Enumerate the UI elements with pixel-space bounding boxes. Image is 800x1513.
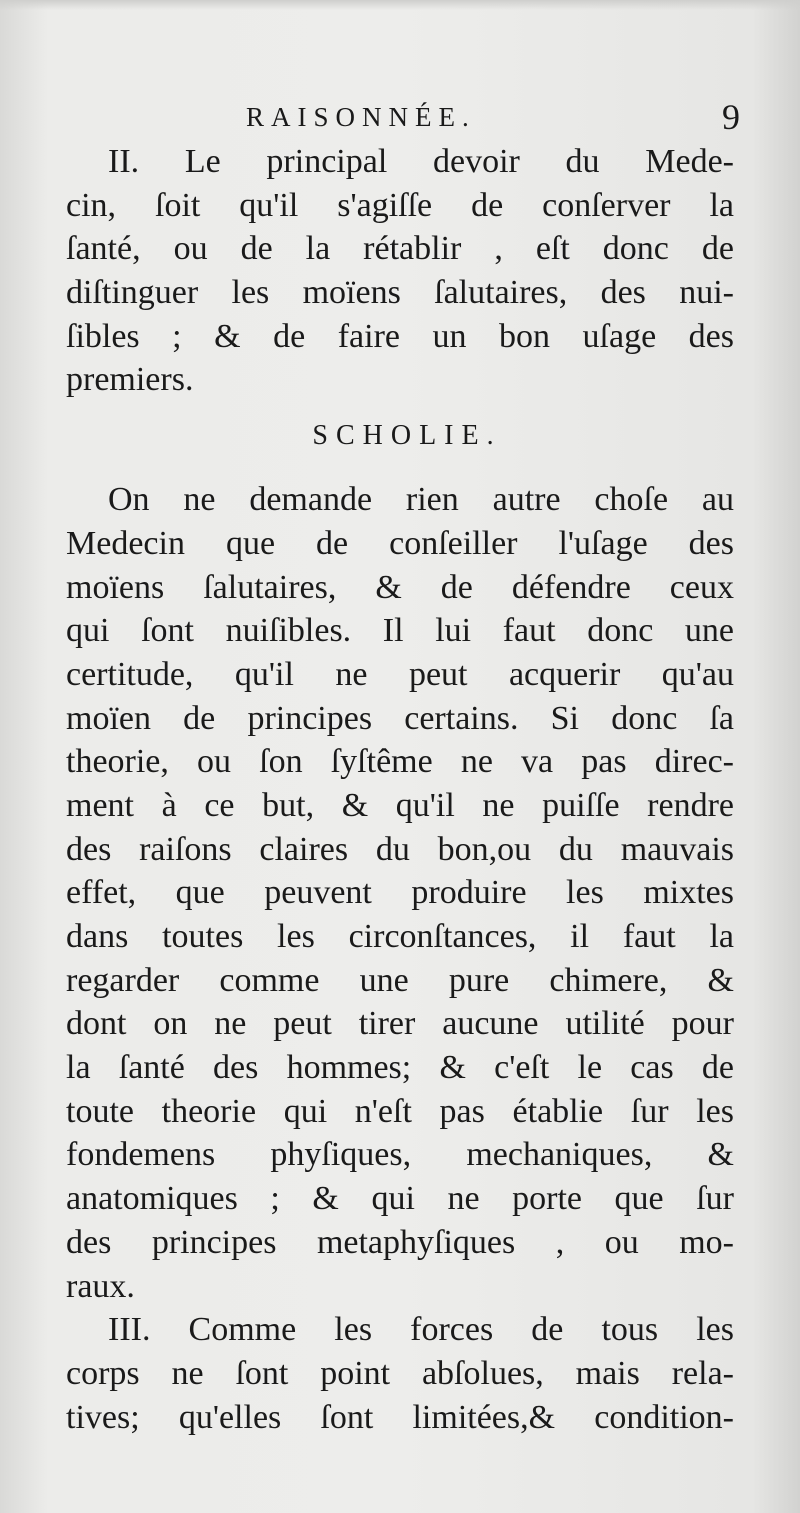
scholie-heading: SCHOLIE. bbox=[312, 420, 502, 452]
text-line: ment à ce but, & qu'il ne puiſſe rendre bbox=[66, 786, 734, 824]
running-title: RAISONNÉE. bbox=[246, 102, 476, 132]
scholie-paragraph bbox=[66, 478, 734, 1308]
text-line: des raiſons claires du bon,ou du mauvais bbox=[66, 830, 734, 868]
text-line: anatomiques ; & qui ne porte que ſur bbox=[66, 1180, 734, 1218]
text-line: dans toutes les circonſtances, il faut la bbox=[66, 918, 734, 955]
text-line: Medecin que de conſeiller l'uſage des bbox=[66, 524, 734, 562]
page-number: 9 bbox=[722, 97, 740, 137]
text-line: III. Comme les forces de tous les bbox=[108, 1311, 734, 1349]
text-line: moïen de principes certains. Si donc ſa bbox=[66, 699, 734, 737]
text-line: effet, que peuvent produire les mixtes bbox=[66, 874, 734, 912]
text-line: raux. bbox=[66, 1267, 135, 1305]
paragraph-ii bbox=[66, 140, 734, 402]
text-line: regarder comme une pure chimere, & bbox=[66, 961, 734, 999]
running-head bbox=[66, 96, 740, 140]
text-line: dont on ne peut tirer aucune utilité pour bbox=[66, 1005, 734, 1043]
text-line: premiers. bbox=[66, 361, 194, 399]
paragraph-iii bbox=[66, 1308, 734, 1439]
text-line: fondemens phyſiques, mechaniques, & bbox=[66, 1136, 734, 1174]
text-line: cin, ſoit qu'il s'agiſſe de conſerver la bbox=[66, 186, 734, 224]
text-line: corps ne ſont point abſolues, mais rela- bbox=[66, 1354, 734, 1392]
text-line: des principes metaphyſiques , ou mo- bbox=[66, 1223, 734, 1261]
scan-edge-shadow bbox=[0, 0, 800, 10]
text-line: qui ſont nuiſibles. Il lui faut donc une bbox=[66, 612, 734, 650]
text-line: On ne demande rien autre choſe au bbox=[108, 481, 734, 519]
text-line: certitude, qu'il ne peut acquerir qu'au bbox=[66, 655, 734, 693]
text-line: theorie, ou ſon ſyſtême ne va pas direc- bbox=[66, 743, 734, 781]
text-line: diſtinguer les moïens ſalutaires, des nui- bbox=[66, 274, 734, 312]
text-line: toute theorie qui n'eſt pas établie ſur les bbox=[66, 1092, 734, 1130]
text-line: la ſanté des hommes; & c'eſt le cas de bbox=[66, 1049, 734, 1087]
text-line: tives; qu'elles ſont limitées,& condition- bbox=[66, 1398, 734, 1436]
text-line: ſibles ; & de faire un bon uſage des bbox=[66, 317, 734, 355]
text-line: moïens ſalutaires, & de défendre ceux bbox=[66, 568, 734, 606]
text-line: ſanté, ou de la rétablir , eſt donc de bbox=[66, 230, 734, 268]
text-line: II. Le principal devoir du Mede- bbox=[108, 143, 734, 180]
text-block bbox=[66, 96, 740, 1439]
